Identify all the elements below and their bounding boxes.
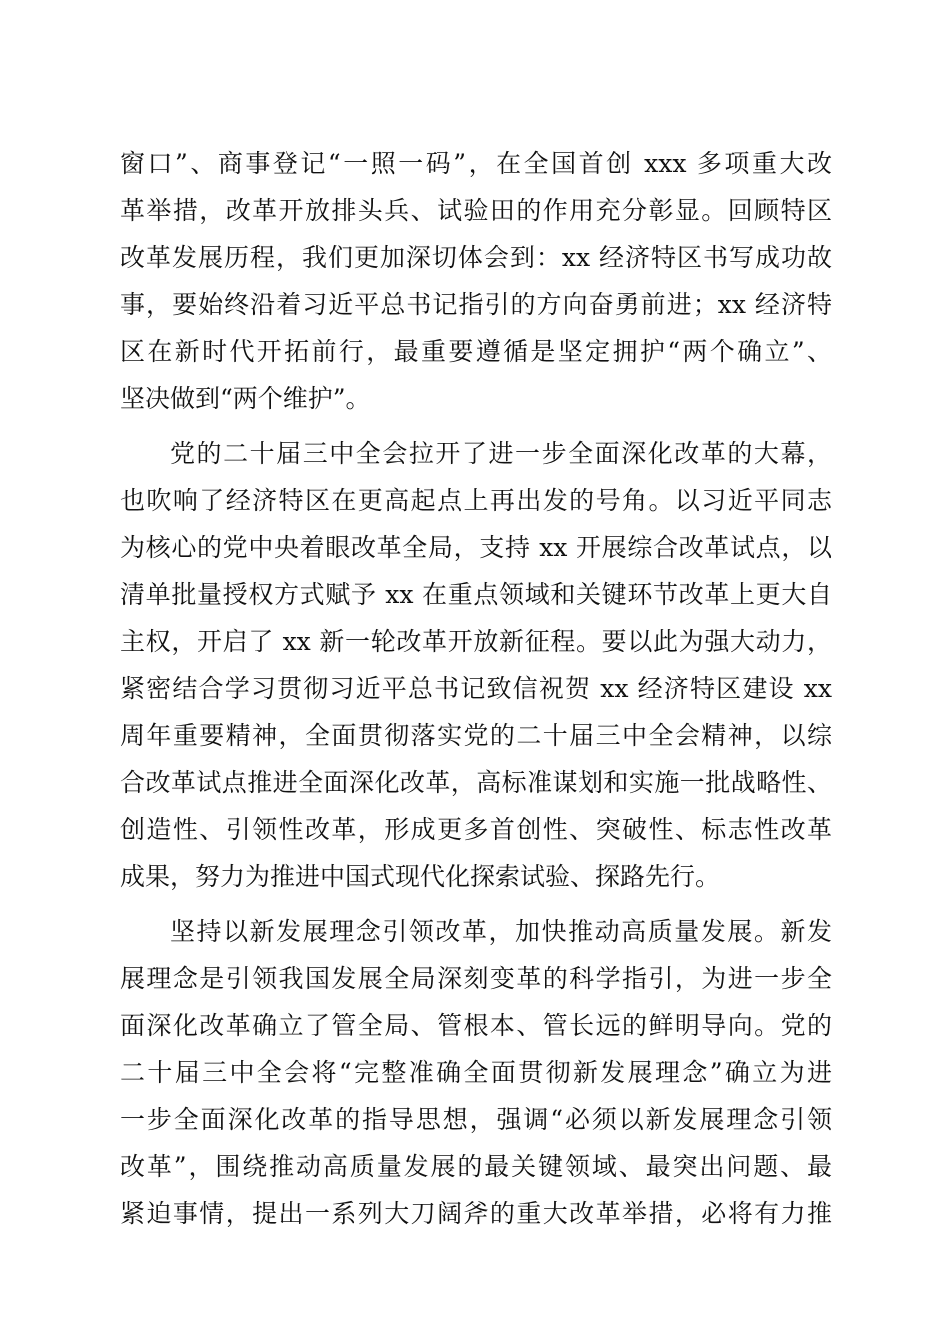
paragraph-line: 紧迫事情，提出一系列大刀阔斧的重大改革举措，必将有力推 bbox=[120, 1199, 832, 1228]
paragraph-line: 面深化改革确立了管全局、管根本、管长远的鲜明导向。党的 bbox=[120, 1011, 832, 1040]
paragraph-line: 清单批量授权方式赋予 xx 在重点领域和关键环节改革上更大自 bbox=[120, 580, 832, 609]
paragraph-line: 一步全面深化改革的指导思想，强调“必须以新发展理念引领 bbox=[120, 1105, 832, 1134]
paragraph-line: 坚决做到“两个维护”。 bbox=[120, 384, 371, 413]
paragraph-line: 事，要始终沿着习近平总书记指引的方向奋勇前进；xx 经济特 bbox=[120, 290, 832, 319]
paragraph-line: 周年重要精神，全面贯彻落实党的二十届三中全会精神，以综 bbox=[120, 721, 832, 750]
paragraph-line: 革举措，改革开放排头兵、试验田的作用充分彰显。回顾特区 bbox=[120, 196, 832, 225]
paragraph-line: 展理念是引领我国发展全局深刻变革的科学指引，为进一步全 bbox=[120, 964, 832, 993]
paragraph-1 bbox=[120, 140, 832, 422]
paragraph-3 bbox=[120, 908, 832, 1237]
paragraph-line: 紧密结合学习贯彻习近平总书记致信祝贺 xx 经济特区建设 xx bbox=[120, 674, 832, 703]
paragraph-line: 合改革试点推进全面深化改革，高标准谋划和实施一批战略性、 bbox=[120, 768, 832, 797]
paragraph-line: 改革发展历程，我们更加深切体会到：xx 经济特区书写成功故 bbox=[120, 243, 832, 272]
paragraph-line: 区在新时代开拓前行，最重要遵循是坚定拥护“两个确立”、 bbox=[120, 337, 832, 366]
paragraph-line: 二十届三中全会将“完整准确全面贯彻新发展理念”确立为进 bbox=[120, 1058, 832, 1087]
paragraph-2 bbox=[120, 430, 832, 900]
paragraph-line: 主权，开启了 xx 新一轮改革开放新征程。要以此为强大动力， bbox=[120, 627, 832, 656]
paragraph-line: 窗口”、商事登记“一照一码”，在全国首创 xxx 多项重大改 bbox=[120, 149, 832, 178]
body-text bbox=[120, 140, 832, 1237]
paragraph-line: 也吹响了经济特区在更高起点上再出发的号角。以习近平同志 bbox=[120, 486, 832, 515]
paragraph-line: 创造性、引领性改革，形成更多首创性、突破性、标志性改革 bbox=[120, 815, 832, 844]
paragraph-line: 成果，努力为推进中国式现代化探索试验、探路先行。 bbox=[120, 862, 721, 891]
paragraph-line: 党的二十届三中全会拉开了进一步全面深化改革的大幕， bbox=[170, 439, 832, 468]
paragraph-line: 坚持以新发展理念引领改革，加快推动高质量发展。新发 bbox=[170, 917, 832, 946]
paragraph-line: 为核心的党中央着眼改革全局，支持 xx 开展综合改革试点，以 bbox=[120, 533, 832, 562]
paragraph-line: 改革”，围绕推动高质量发展的最关键领域、最突出问题、最 bbox=[120, 1152, 832, 1181]
